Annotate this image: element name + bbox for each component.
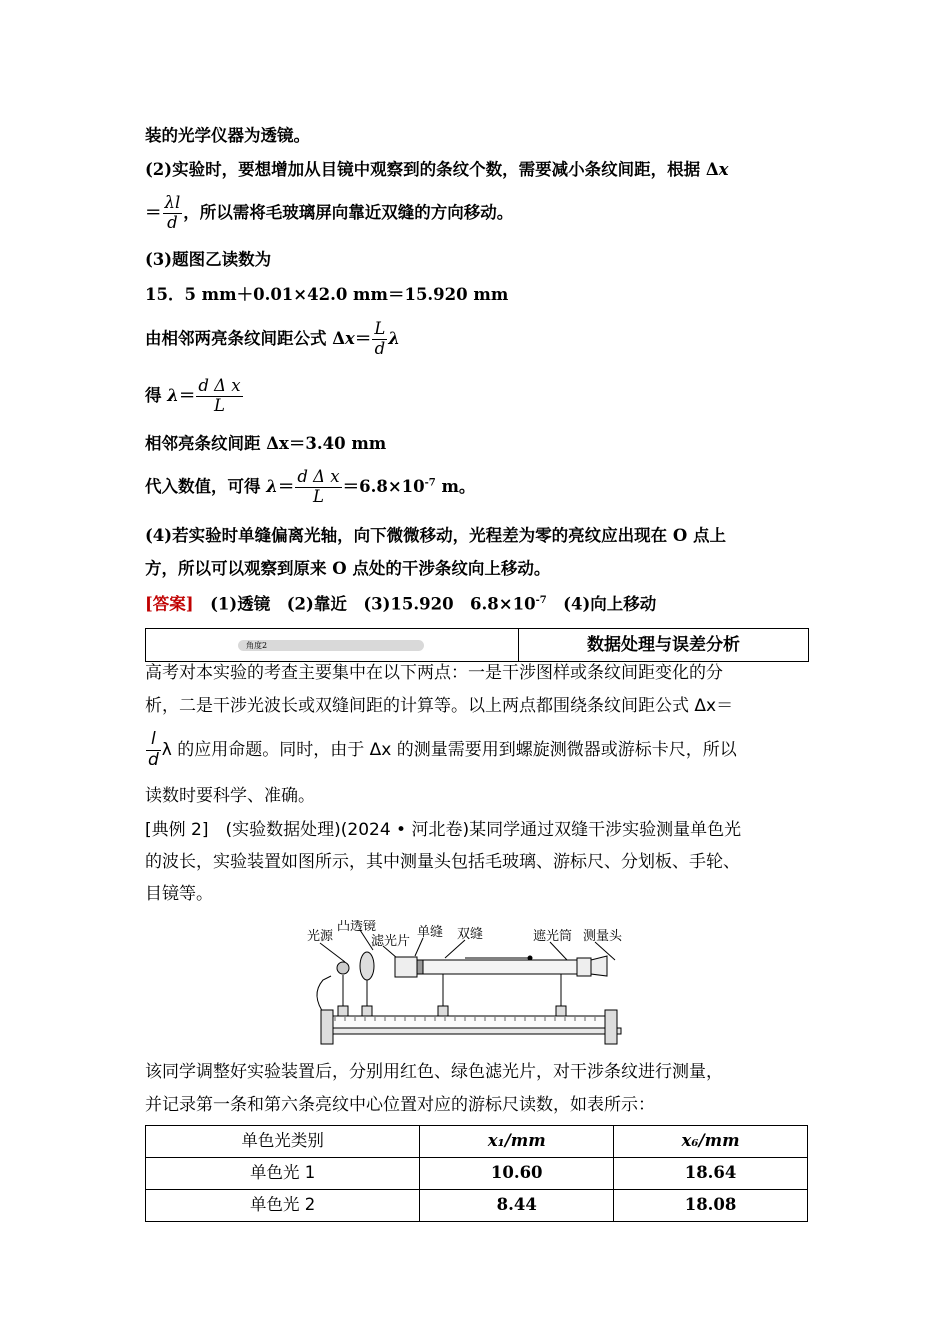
fraction-d-dx-over-L-2: $\frac{\text{d Δ x}}{L}$: [297, 467, 340, 506]
label-convex-lens: 凸透镜: [337, 920, 377, 934]
solution-line-11: 方，所以可以观察到原来 O 点处的干涉条纹向上移动。: [145, 559, 551, 578]
angle-banner: 角度2: [238, 640, 424, 651]
table-cell: 单色光 1: [146, 1158, 420, 1190]
solution-line-7: 得 λ＝ $\frac{\text{d Δ x}}{L}$: [145, 376, 241, 415]
after-figure-line-2: 并记录第一条和第六条亮纹中心位置对应的游标尺读数，如表所示：: [145, 1095, 655, 1115]
intro-line-2: 析，二是干涉光波长或双缝间距的计算等。以上两点都围绕条纹间距公式 Δx＝: [145, 696, 734, 716]
fraction-l-over-d: $\frac{l}{d}$: [148, 729, 159, 770]
label-double-slit: 双缝: [457, 927, 484, 942]
label-single-slit: 单缝: [417, 925, 444, 940]
table-header-cell: 单色光类别: [146, 1126, 420, 1158]
solution-line-9: 代入数值，可得 λ＝ $\frac{\text{d Δ x}}{L}$ $=6.8\times 10^{-7}$ m。: [145, 467, 476, 506]
solution-line-5: 15．5 mm＋0.01×42.0 mm＝15.920 mm: [145, 285, 509, 304]
section-header-left: [146, 629, 519, 661]
section-header: [145, 628, 809, 662]
table-cell: 18.08: [614, 1190, 808, 1222]
example-line-3: 目镜等。: [145, 884, 213, 904]
table-row: [146, 1158, 808, 1190]
after-figure-line-1: 该同学调整好实验装置后，分别用红色、绿色滤光片，对干涉条纹进行测量，: [145, 1062, 723, 1082]
solution-line-3: ＝ $\frac{\lambda l}{d}$ ，所以需将毛玻璃屏向靠近双缝的方向移动。: [145, 193, 514, 232]
intro-line-4: 读数时要科学、准确。: [145, 786, 315, 806]
measurement-table: [145, 1125, 808, 1222]
label-light-source: 光源: [307, 929, 334, 944]
solution-line-10: (4)若实验时单缝偏离光轴，向下微微移动，光程差为零的亮纹应出现在 O 点上: [145, 526, 726, 545]
table-cell: 单色光 2: [146, 1190, 420, 1222]
intro-line-1: 高考对本实验的考查主要集中在以下两点：一是干涉图样或条纹间距变化的分: [145, 663, 723, 683]
apparatus-figure: [305, 920, 645, 1050]
label-filter: 滤光片: [371, 934, 411, 949]
intro-line-3: $\frac{l}{d}$ λ 的应用命题。同时，由于 Δx 的测量需要用到螺旋测微器或游标卡尺，所以: [148, 729, 737, 770]
fraction-L-over-d: $\frac{L}{d}$: [374, 319, 386, 358]
table-cell: 18.64: [614, 1158, 808, 1190]
example-line-1: [典例 2] (实验数据处理)(2024 • 河北卷)某同学通过双缝干涉实验测量单色光: [145, 820, 742, 840]
solution-line-6: 由相邻两亮条纹间距公式 Δx＝ $\frac{L}{d}$ λ: [145, 319, 400, 358]
table-cell: 8.44: [420, 1190, 614, 1222]
section-title: 数据处理与误差分析: [587, 635, 740, 655]
label-measuring-head: 测量头: [583, 929, 623, 944]
example-line-2: 的波长，实验装置如图所示，其中测量头包括毛玻璃、游标尺、分划板、手轮、: [145, 852, 740, 872]
table-row: [146, 1190, 808, 1222]
solution-line-2: (2)实验时，要想增加从目镜中观察到的条纹个数，需要减小条纹间距，根据 Δx: [145, 160, 729, 179]
solution-line-1: 装的光学仪器为透镜。: [145, 126, 310, 145]
fraction-lambda-l-over-d: $\frac{\lambda l}{d}$: [164, 193, 181, 232]
answer-tag: [答案]: [145, 594, 194, 614]
answer-line: [答案] (1)透镜 (2)靠近 (3)15.920 $6.8\times 10^{-7}$ (4)向上移动: [145, 594, 657, 614]
solution-line-8: 相邻亮条纹间距 Δx＝3.40 mm: [145, 434, 387, 453]
table-header-row: [146, 1126, 808, 1158]
table-cell: 10.60: [420, 1158, 614, 1190]
label-hood: 遮光筒: [533, 929, 573, 944]
fraction-d-dx-over-L: $\frac{\text{d Δ x}}{L}$: [198, 376, 241, 415]
solution-line-4: (3)题图乙读数为: [145, 250, 272, 269]
table-header-cell: x₁/mm: [420, 1126, 614, 1158]
table-header-cell: x₆/mm: [614, 1126, 808, 1158]
